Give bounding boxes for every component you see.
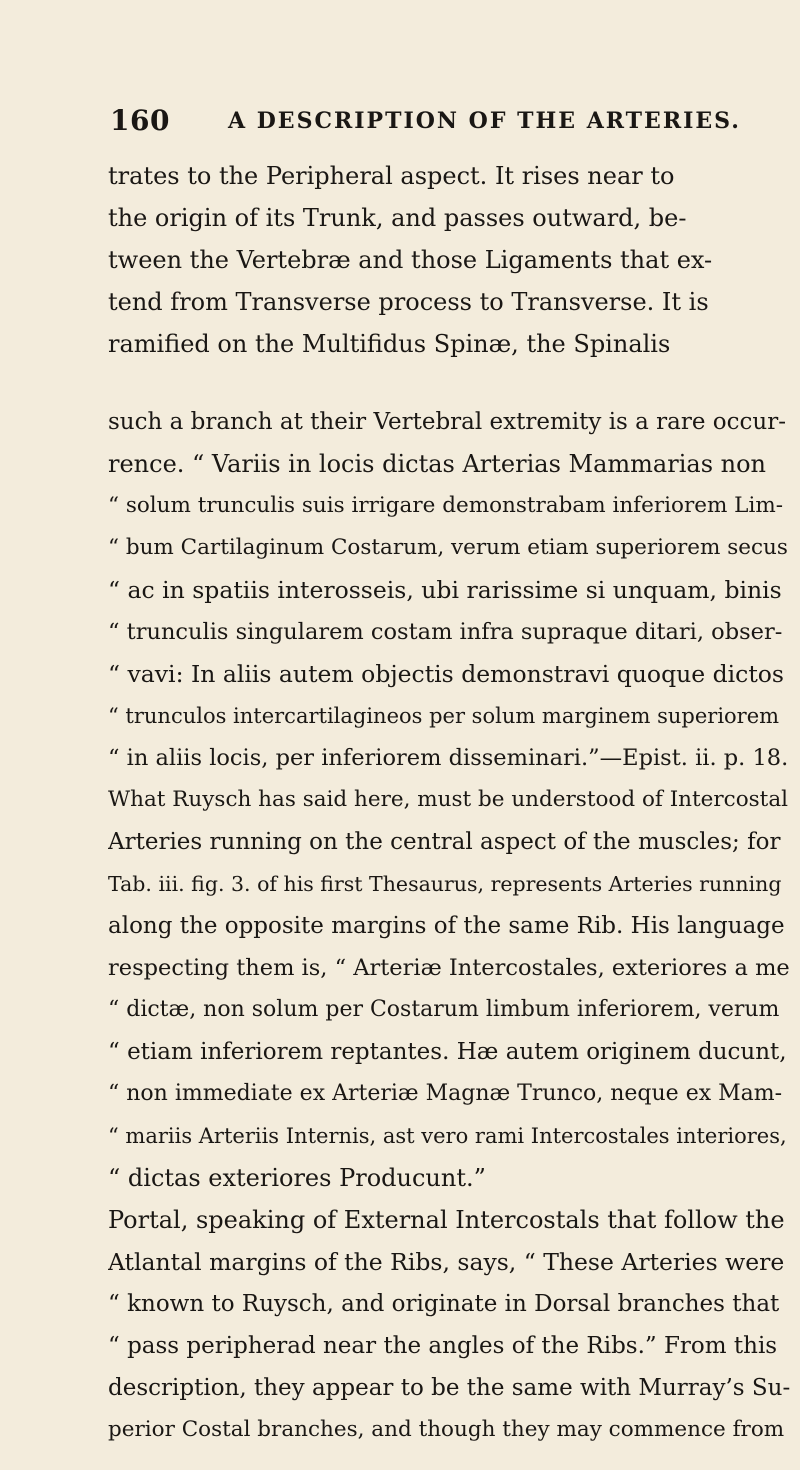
text-line: such a branch at their Vertebral extremity is a rare occur- <box>108 409 786 435</box>
text-line: “ in aliis locis, per inferiorem disseminari.”—Epist. ii. p. 18. <box>108 745 789 771</box>
text-line: Arteries running on the central aspect of the muscles; for <box>108 829 781 855</box>
text-line: “ non immediate ex Arteriæ Magnæ Trunco, neque ex Mam- <box>108 1081 783 1106</box>
text-line: “ pass peripherad near the angles of the Ribs.” From this <box>108 1333 778 1359</box>
text-line: “ mariis Arteriis Internis, ast vero rami Intercostales interiores, <box>108 1124 787 1148</box>
running-head: A DESCRIPTION OF THE ARTERIES. <box>228 108 741 134</box>
text-line: description, they appear to be the same with Murray’s Su- <box>108 1375 790 1401</box>
text-line: tend from Transverse process to Transverse. It is <box>108 288 709 316</box>
text-line: Atlantal margins of the Ribs, says, “ These Arteries were <box>108 1248 785 1276</box>
page-number: 160 <box>110 104 170 137</box>
text-line: “ bum Cartilaginum Costarum, verum etiam superiorem secus <box>108 535 788 560</box>
text-line: trates to the Peripheral aspect. It rises near to <box>108 162 675 190</box>
body-text <box>108 155 790 1451</box>
text-line: “ trunculos intercartilagineos per solum marginem superiorem <box>108 704 780 728</box>
text-line: perior Costal branches, and though they may commence from <box>108 1417 785 1442</box>
text-line: rence. “ Variis in locis dictas Arterias Mammarias non <box>108 450 766 478</box>
paragraph-gap <box>108 365 790 401</box>
text-line: respecting them is, “ Arteriæ Intercostales, exteriores a me <box>108 955 790 981</box>
text-line: along the opposite margins of the same Rib. His language <box>108 913 785 939</box>
text-line: Portal, speaking of External Intercostals that follow the <box>108 1206 785 1234</box>
text-line: “ dictæ, non solum per Costarum limbum inferiorem, verum <box>108 997 780 1022</box>
text-line: “ ac in spatiis interosseis, ubi rarissime si unquam, binis <box>108 576 782 604</box>
text-line: Tab. iii. fig. 3. of his first Thesaurus, represents Arteries running <box>108 872 782 896</box>
text-line: ramified on the Multifidus Spinæ, the Spinalis <box>108 330 671 358</box>
text-line: “ dictas exteriores Producunt.” <box>108 1164 486 1192</box>
text-line: “ trunculis singularem costam infra supraque ditari, obser- <box>108 619 783 645</box>
page-header <box>0 104 800 144</box>
text-line: “ etiam inferiorem reptantes. Hæ autem originem ducunt, <box>108 1039 787 1065</box>
text-line: “ known to Ruysch, and originate in Dorsal branches that <box>108 1291 780 1317</box>
text-line: “ vavi: In aliis autem objectis demonstravi quoque dictos <box>108 660 784 688</box>
text-line: What Ruysch has said here, must be understood of Intercostal <box>108 787 789 812</box>
text-line: the origin of its Trunk, and passes outward, be- <box>108 204 687 232</box>
text-line: tween the Vertebræ and those Ligaments that ex- <box>108 246 713 274</box>
text-line: “ solum trunculis suis irrigare demonstrabam inferiorem Lim- <box>108 493 783 518</box>
